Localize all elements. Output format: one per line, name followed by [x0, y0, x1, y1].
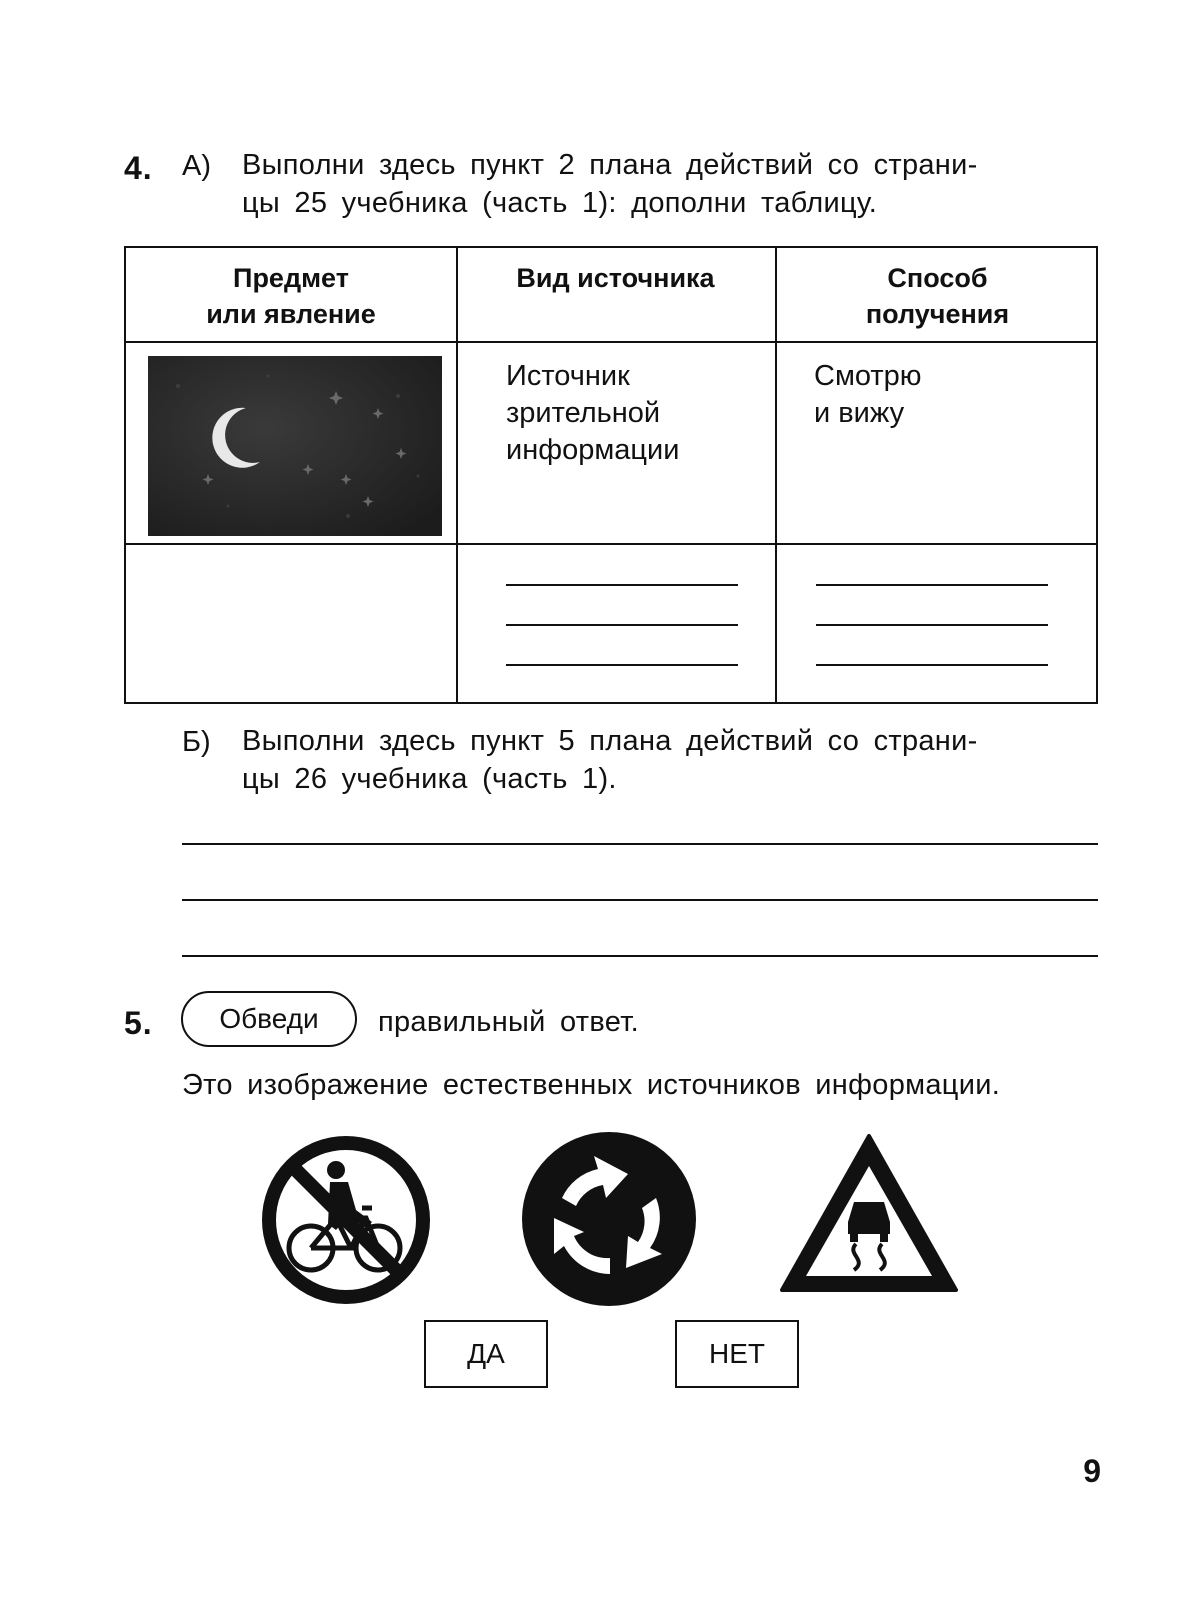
header-subject-line-1: Предмет	[233, 263, 349, 293]
source-type-answer-line[interactable]	[506, 664, 738, 666]
header-source-type	[456, 260, 775, 296]
header-method-line-1: Способ	[887, 263, 988, 293]
part-a-line-2: цы 25 учебника (часть 1): дополни таблицу.	[242, 187, 878, 219]
header-subject	[126, 260, 456, 332]
part-b-answer-line[interactable]	[182, 843, 1098, 845]
source-type-answer-line[interactable]	[506, 584, 738, 586]
method-answer-line[interactable]	[816, 584, 1048, 586]
source-type-answer	[506, 358, 679, 469]
part-a-instruction	[242, 146, 1102, 222]
header-method	[775, 260, 1100, 332]
method-line-1: Смотрю	[814, 360, 922, 392]
part-b-instruction	[242, 722, 1102, 798]
task-5-instruction: правильный ответ.	[378, 1006, 639, 1038]
part-b-answer-line[interactable]	[182, 899, 1098, 901]
part-b-line-1: Выполни здесь пункт 5 плана действий со страни-	[242, 725, 978, 757]
method-answer-line[interactable]	[816, 624, 1048, 626]
night-sky-moon-photo	[148, 356, 442, 536]
answer-yes-button[interactable]: ДА	[424, 1320, 548, 1388]
method-line-2: и вижу	[814, 397, 905, 429]
part-a-label: А)	[182, 150, 211, 182]
roundabout-sign-icon	[518, 1128, 700, 1310]
circle-instruction-pill: Обведи	[181, 991, 357, 1047]
page-number: 9	[1083, 1453, 1101, 1489]
info-sources-table	[124, 246, 1098, 704]
source-type-line-1: Источник	[506, 360, 630, 392]
task-5-statement: Это изображение естественных источников информации.	[182, 1069, 1001, 1101]
task-4-number: 4.	[124, 150, 153, 186]
table-divider	[126, 543, 1096, 545]
method-answer	[814, 358, 922, 432]
part-b-line-2: цы 26 учебника (часть 1).	[242, 763, 617, 795]
task-5-number: 5.	[124, 1005, 153, 1041]
no-bicycles-sign-icon	[256, 1130, 436, 1310]
part-a-line-1: Выполни здесь пункт 2 плана действий со страни-	[242, 149, 978, 181]
table-divider	[456, 248, 458, 702]
source-type-line-2: зрительной	[506, 397, 661, 429]
header-subject-line-2: или явление	[206, 299, 376, 329]
method-answer-line[interactable]	[816, 664, 1048, 666]
source-type-line-3: информации	[506, 434, 680, 466]
part-b-label: Б)	[182, 726, 211, 758]
part-b-answer-line[interactable]	[182, 955, 1098, 957]
source-type-answer-line[interactable]	[506, 624, 738, 626]
table-divider	[126, 341, 1096, 343]
answer-no-button[interactable]: НЕТ	[675, 1320, 799, 1388]
header-method-line-2: получения	[865, 299, 1010, 329]
slippery-road-sign-icon	[776, 1130, 962, 1298]
header-source-type-line-1: Вид источника	[516, 263, 715, 293]
